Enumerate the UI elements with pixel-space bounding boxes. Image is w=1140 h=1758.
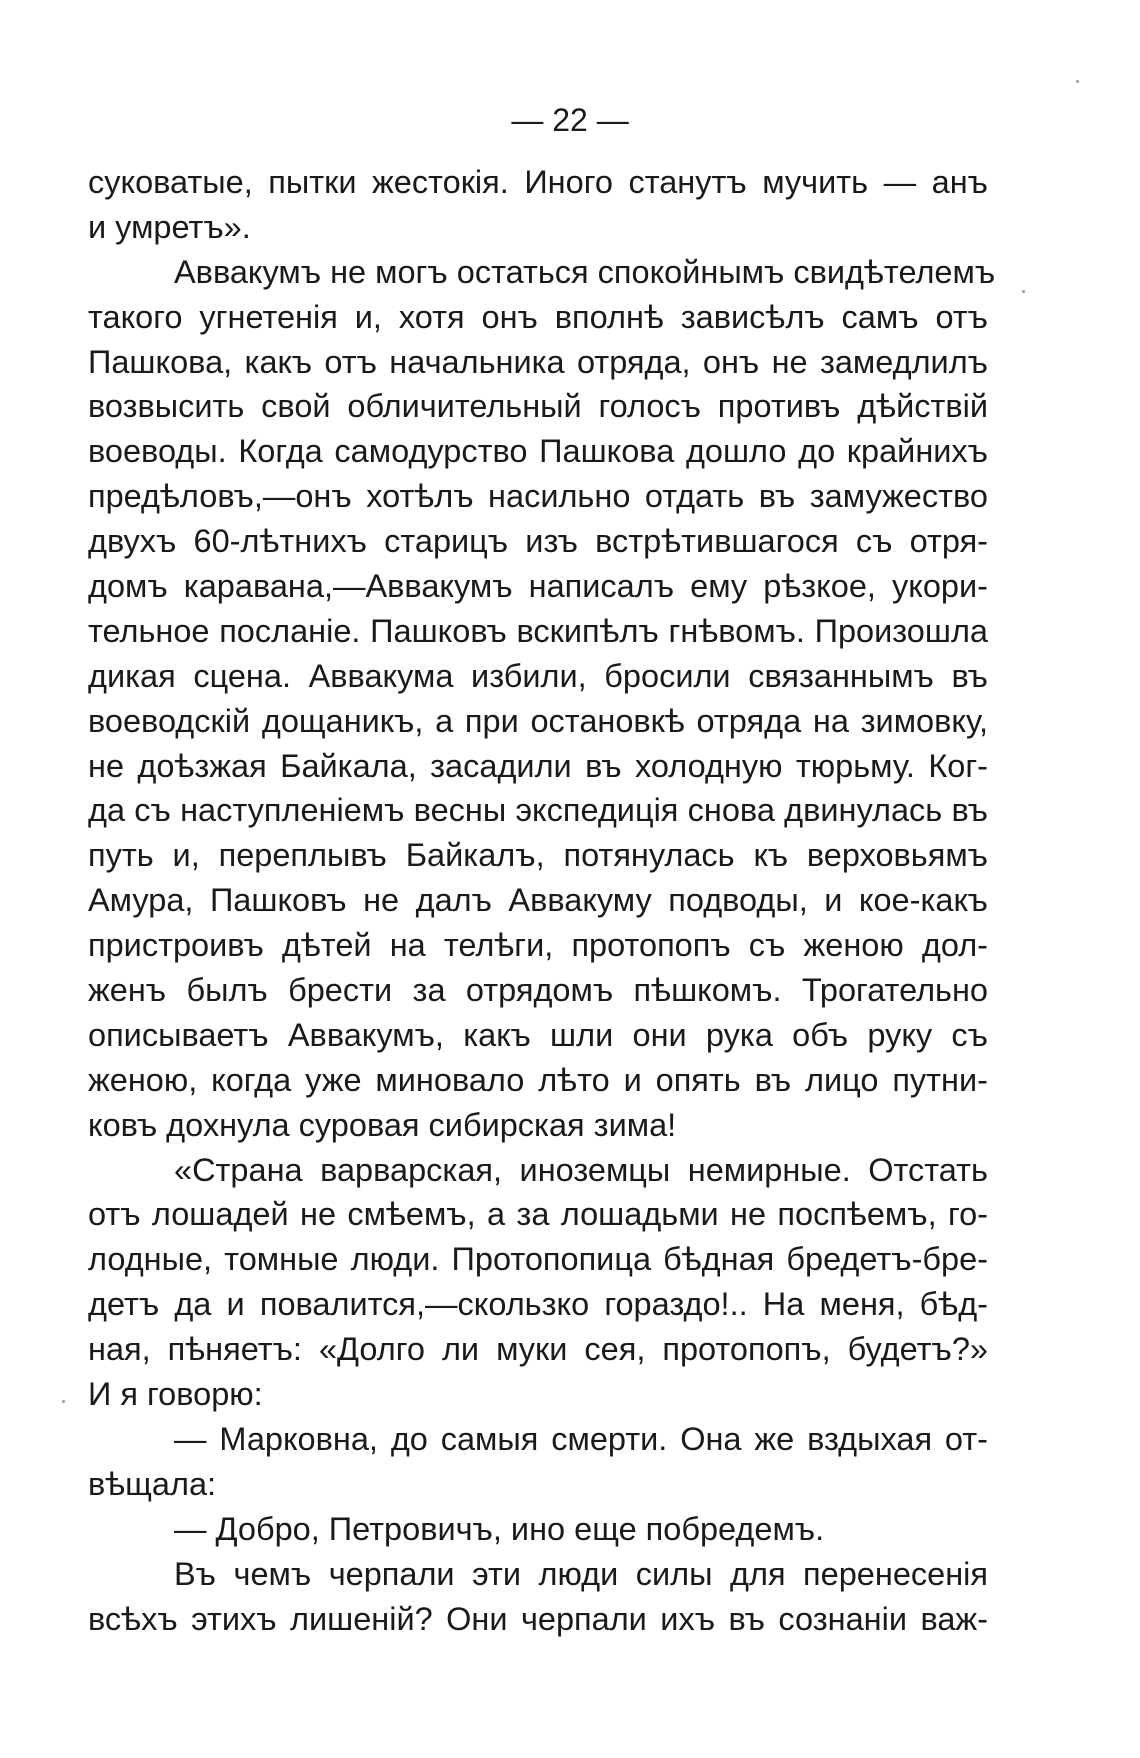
- text-line: путь и, переплывъ Байкалъ, потянулась къ верховьямъ: [88, 837, 988, 874]
- text-line: — Марковна, до самыя смерти. Она же вздыхая от-: [174, 1420, 988, 1457]
- text-line: — Добро, Петровичъ, ино еще побредемъ.: [174, 1510, 825, 1547]
- paper-speck: [1076, 80, 1079, 83]
- text-line: ковъ дохнула суровая сибирская зима!: [88, 1106, 677, 1143]
- text-line: женъ былъ брести за отрядомъ пѣшкомъ. Трогательно: [88, 972, 988, 1009]
- text-line: описываетъ Аввакумъ, какъ шли они рука объ руку съ: [88, 1016, 988, 1053]
- text-line: возвысить свой обличительный голосъ противъ дѣйствій: [88, 388, 988, 425]
- text-line: дикая сцена. Аввакума избили, бросили связаннымъ въ: [88, 657, 988, 694]
- text-line: И я говорю:: [88, 1376, 263, 1413]
- text-line: лодные, томные люди. Протопопица бѣдная бредетъ-бре-: [88, 1241, 988, 1278]
- text-line: предѣловъ,—онъ хотѣлъ насильно отдать въ замужество: [88, 478, 988, 515]
- paper-speck: [1022, 290, 1025, 293]
- text-line: Аввакумъ не могъ остаться спокойнымъ свидѣтелемъ: [174, 253, 996, 290]
- paper-speck: [62, 1400, 65, 1403]
- page-number: — 22 —: [511, 102, 629, 138]
- text-line: женою, когда уже миновало лѣто и опять въ лицо путни-: [88, 1061, 988, 1098]
- text-line: домъ каравана,—Аввакумъ написалъ ему рѣзкое, укори-: [88, 568, 988, 605]
- text-line: Амура, Пашковъ не далъ Аввакуму подводы, и кое-какъ: [88, 882, 988, 919]
- text-line: ная, пѣняетъ: «Долго ли муки сея, протопопъ, будетъ?»: [88, 1331, 988, 1368]
- text-line: пристроивъ дѣтей на телѣги, протопопъ съ женою дол-: [88, 927, 988, 964]
- text-line: «Страна варварская, иноземцы немирные. Отстать: [174, 1151, 988, 1188]
- text-line: такого угнетенія и, хотя онъ вполнѣ зависѣлъ самъ отъ: [88, 298, 988, 335]
- text-line: вѣщала:: [88, 1465, 217, 1502]
- text-line: всѣхъ этихъ лишеній? Они черпали ихъ въ сознаніи важ-: [88, 1600, 988, 1637]
- text-line: суковатые, пытки жестокія. Иного станутъ мучить — анъ: [88, 164, 988, 200]
- text-line: тельное посланіе. Пашковъ вскипѣлъ гнѣвомъ. Произошла: [88, 612, 988, 649]
- text-line: да съ наступленіемъ весны экспедиція снова двинулась въ: [88, 792, 988, 829]
- text-line: Пашкова, какъ отъ начальника отряда, онъ не замедлилъ: [88, 343, 988, 380]
- text-line: детъ да и повалится,—скользко гораздо!.. На меня, бѣд-: [88, 1286, 988, 1323]
- text-line: не доѣзжая Байкала, засадили въ холодную тюрьму. Ког-: [88, 747, 988, 784]
- text-line: воеводскій дощаникъ, а при остановкѣ отряда на зимовку,: [88, 702, 988, 739]
- text-line: отъ лошадей не смѣемъ, а за лошадьми не поспѣемъ, го-: [88, 1196, 988, 1233]
- body-text: [88, 160, 996, 1641]
- text-line: воеводы. Когда самодурство Пашкова дошло до крайнихъ: [88, 433, 988, 470]
- text-line: Въ чемъ черпали эти люди силы для перенесенія: [174, 1555, 988, 1592]
- text-line: двухъ 60-лѣтнихъ старицъ изъ встрѣтившагося съ отря-: [88, 523, 988, 560]
- text-line: и умретъ».: [88, 208, 251, 245]
